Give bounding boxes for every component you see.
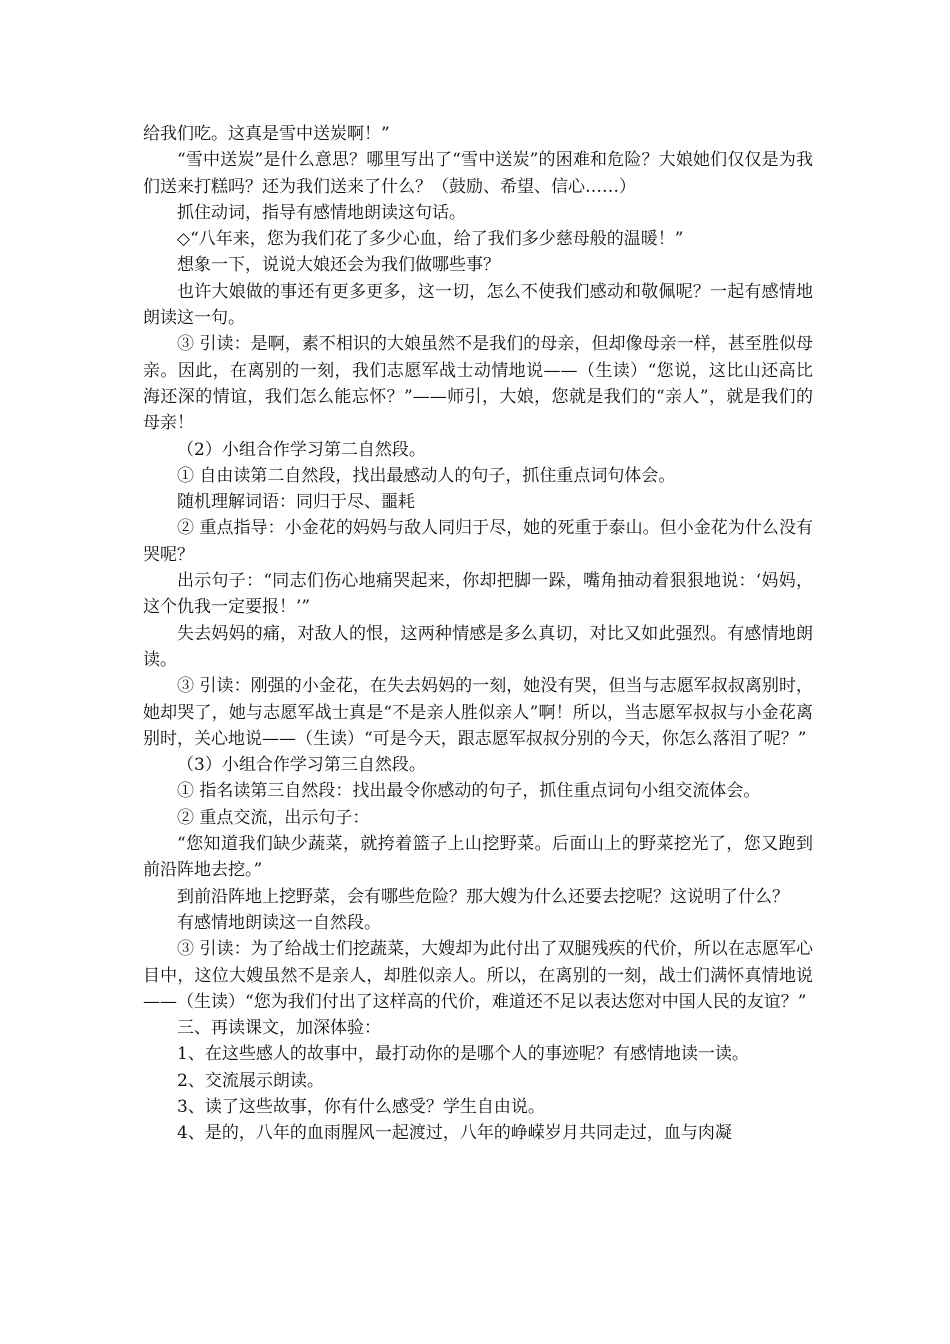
paragraph-1: 给我们吃。这真是雪中送炭啊！”	[143, 124, 390, 144]
paragraph-4: ◇“八年来，您为我们花了多少心血，给了我们多少慈母般的温暖！”	[177, 229, 684, 250]
paragraph-20: 有感情地朗读这一自然段。	[177, 912, 381, 933]
paragraph-6: 也许大娘做的事还有更多更多，这一切，怎么不使我们感动和敬佩呢？一起有感情地朗读这一句。	[143, 281, 813, 329]
paragraph-18: “您知道我们缺少蔬菜，就挎着篮子上山挖野菜。后面山上的野菜挖光了，您又跑到前沿阵地去挖。”	[143, 834, 813, 881]
paragraph-12: 出示句子：“同志们伤心地痛哭起来，你却把脚一跺，嘴角抽动着狠狠地说：‘妈妈，这个仇我一定要报！’”	[143, 571, 813, 618]
paragraph-13: 失去妈妈的痛，对敌人的恨，这两种情感是多么真切，对比又如此强烈。有感情地朗读。	[143, 623, 813, 670]
paragraph-15: （3）小组合作学习第三自然段。	[177, 755, 426, 776]
paragraph-24: 2、交流展示朗读。	[177, 1070, 324, 1091]
paragraph-3: 抓住动词，指导有感情地朗读这句话。	[177, 202, 466, 223]
paragraph-2: “雪中送炭”是什么意思？哪里写出了“雪中送炭”的困难和危险？大娘她们仅仅是为我们送来打糕吗？还为我们送来了什么？（鼓励、希望、信心……）	[143, 150, 813, 197]
paragraph-9: ① 自由读第二自然段，找出最感动人的句子，抓住重点词句体会。	[177, 465, 676, 486]
document-body	[143, 121, 813, 1147]
paragraph-17: ② 重点交流，出示句子：	[177, 807, 370, 828]
paragraph-21: ③ 引读：为了给战士们挖蔬菜，大嫂却为此付出了双腿残疾的代价，所以在志愿军心目中，这位大嫂虽然不是亲人，却胜似亲人。所以，在离别的一刻，战士们满怀真情地说——（生读）“您为我们付出了这样高的代价，难道还不足以表达您对中国人民的友谊？”	[143, 939, 813, 1012]
paragraph-26: 4、是的，八年的血雨腥风一起渡过，八年的峥嵘岁月共同走过，血与肉凝	[177, 1123, 732, 1144]
paragraph-5: 想象一下，说说大娘还会为我们做哪些事？	[177, 255, 500, 276]
paragraph-14: ③ 引读：刚强的小金花，在失去妈妈的一刻，她没有哭，但当与志愿军叔叔离别时，她却哭了，她与志愿军战士真是“不是亲人胜似亲人”啊！所以，当志愿军叔叔与小金花离别时，关心地说——（生读）“可是今天，跟志愿军叔叔分别的今天，你怎么落泪了呢？”	[143, 676, 813, 749]
paragraph-23: 1、在这些感人的故事中，最打动你的是哪个人的事迹呢？有感情地读一读。	[177, 1044, 749, 1065]
paragraph-10: 随机理解词语：同归于尽、噩耗	[177, 492, 415, 513]
paragraph-22: 三、再读课文，加深体验：	[177, 1018, 381, 1039]
paragraph-25: 3、读了这些故事，你有什么感受？学生自由说。	[177, 1096, 545, 1117]
paragraph-8: （2）小组合作学习第二自然段。	[177, 439, 426, 460]
paragraph-7: ③ 引读：是啊，素不相识的大娘虽然不是我们的母亲，但却像母亲一样，甚至胜似母亲。因此，在离别的一刻，我们志愿军战士动情地说——（生读）“您说，这比山还高比海还深的情谊，我们怎么能忘怀？”——师引，大娘，您就是我们的“亲人”，就是我们的母亲！	[143, 334, 813, 434]
paragraph-19: 到前沿阵地上挖野菜，会有哪些危险？那大嫂为什么还要去挖呢？这说明了什么？	[177, 886, 789, 907]
paragraph-11: ② 重点指导：小金花的妈妈与敌人同归于尽，她的死重于泰山。但小金花为什么没有哭呢？	[143, 518, 813, 565]
paragraph-16: ① 指名读第三自然段：找出最令你感动的句子，抓住重点词句小组交流体会。	[177, 781, 761, 802]
